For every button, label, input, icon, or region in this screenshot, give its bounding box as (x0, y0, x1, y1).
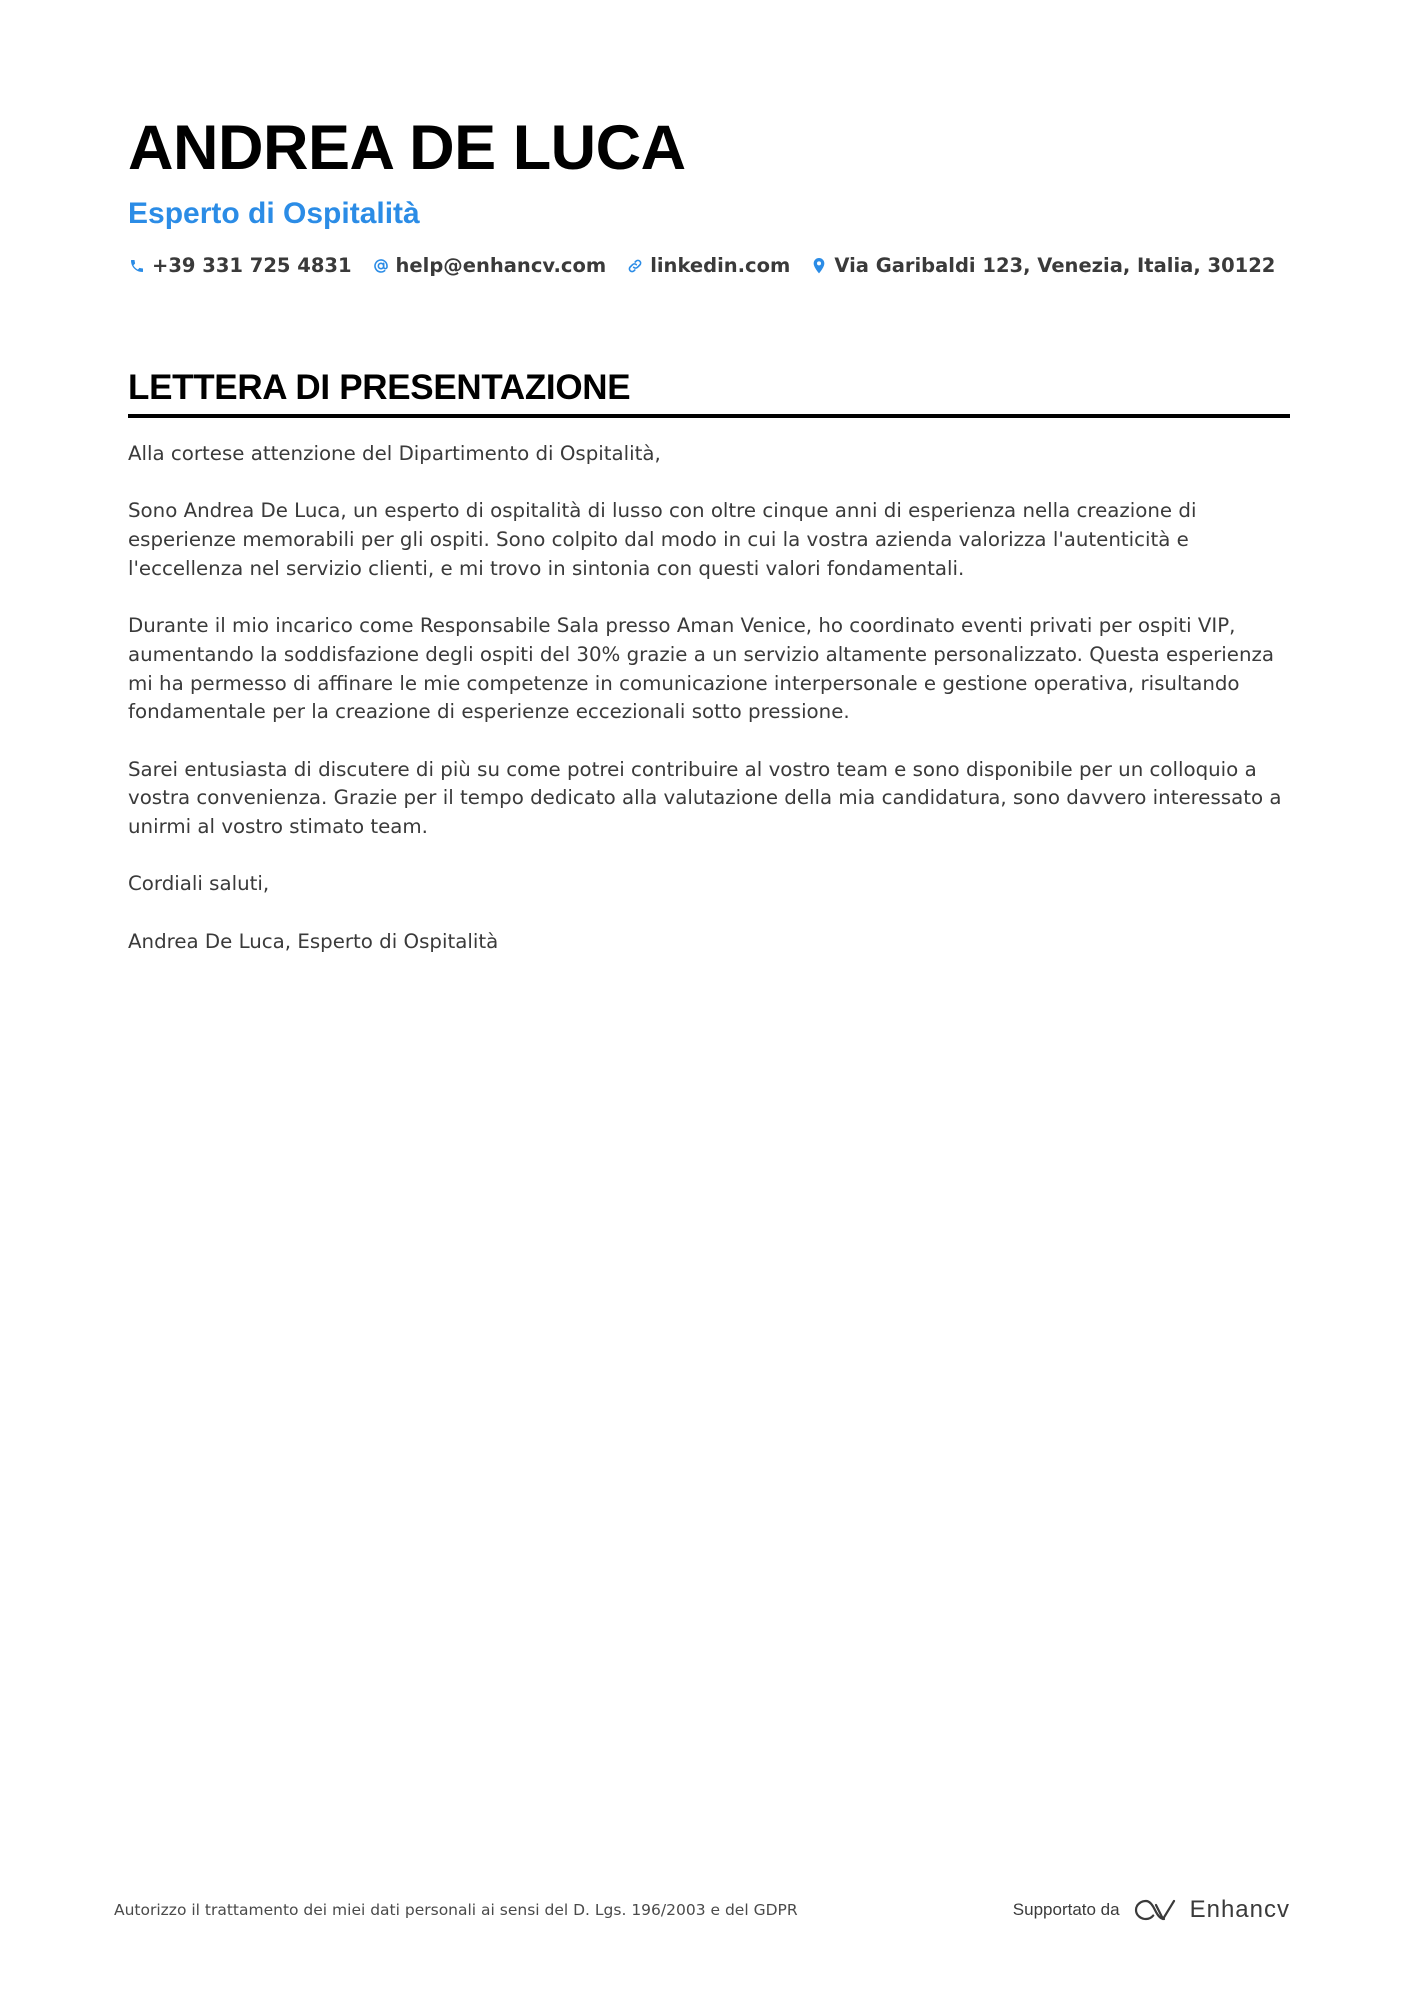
letter-signature: Andrea De Luca, Esperto di Ospitalità (128, 929, 499, 953)
link-icon (626, 257, 644, 275)
map-pin-icon (810, 257, 828, 275)
linkedin-text[interactable]: linkedin.com (650, 254, 791, 277)
contact-address (810, 254, 1275, 277)
contact-email[interactable] (372, 254, 607, 277)
address-text: Via Garibaldi 123, Venezia, Italia, 30122 (834, 254, 1276, 277)
brand-name: Enhancv (1189, 1896, 1290, 1923)
powered-by[interactable] (1013, 1896, 1290, 1924)
letter-paragraph: Durante il mio incarico come Responsabile Sala presso Aman Venice, ho coordinato eventi privati per ospiti VIP, aumentando la soddisfazione degli ospiti del 30% grazie a un servizio altamente personalizzato. Questa esperienza mi ha permesso di affinare le mie competenze in comunicazione interpersonale e gestione operativa, risultando fondamentale per la creazione di esperienze eccezionali sotto pressione. (128, 614, 1274, 724)
header (128, 108, 1288, 277)
privacy-consent: Autorizzo il trattamento dei miei dati personali ai sensi del D. Lgs. 196/2003 e del GDPR (114, 1901, 798, 1919)
supported-by-label: Supportato da (1012, 1900, 1120, 1919)
letter-closing: Cordiali saluti, (128, 872, 270, 896)
contact-linkedin[interactable] (626, 254, 790, 277)
phone-icon (128, 257, 146, 275)
enhancv-logo (1132, 1897, 1178, 1923)
at-icon (372, 257, 390, 275)
section-title: LETTERA DI PRESENTAZIONE (128, 368, 631, 407)
footer (114, 1890, 1290, 1930)
candidate-name: ANDREA DE LUCA (128, 113, 686, 183)
letter-paragraph: Sono Andrea De Luca, un esperto di ospitalità di lusso con oltre cinque anni di esperienza nella creazione di esperienze memorabili per gli ospiti. Sono colpito dal modo in cui la vostra azienda valorizza l'autenticità e l'eccellenza nel servizio clienti, e mi trovo in sintonia con questi valori fondamentali. (128, 499, 1197, 580)
letter-salutation: Alla cortese attenzione del Dipartimento di Ospitalità, (128, 442, 661, 465)
phone-text: +39 331 725 4831 (152, 254, 352, 277)
letter-paragraph: Sarei entusiasta di discutere di più su come potrei contribuire al vostro team e sono disponibile per un colloquio a vostra convenienza. Grazie per il tempo dedicato alla valutazione della mia candidatura, sono davvero interessato a unirmi al vostro stimato team. (128, 757, 1282, 839)
contact-bar (128, 254, 1288, 277)
contact-phone (128, 254, 352, 277)
letter-body (128, 440, 1290, 957)
cover-letter-section (128, 366, 1290, 985)
email-text[interactable]: help@enhancv.com (395, 254, 607, 277)
candidate-role: Esperto di Ospitalità (128, 197, 420, 230)
section-divider (128, 414, 1290, 418)
